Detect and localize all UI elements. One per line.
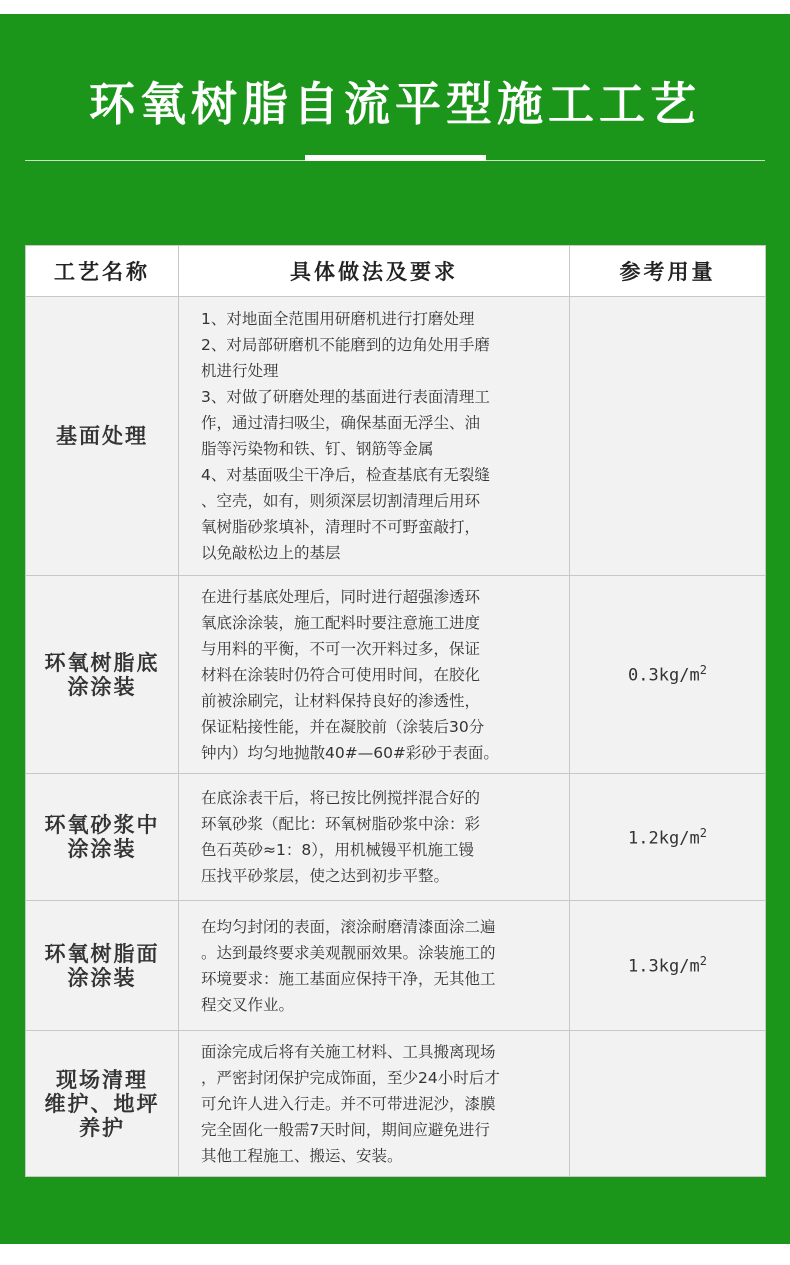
process-name-line: 养护: [79, 1115, 125, 1140]
process-name-line: 基面处理: [56, 424, 148, 448]
description-line: 3、对做了研磨处理的基面进行表面清理工: [201, 388, 490, 406]
process-name-line: 维护、地坪: [44, 1091, 160, 1116]
table-row: [26, 576, 766, 774]
row-process-name: [26, 297, 179, 576]
description-line: 其他工程施工、搬运、安装。: [201, 1146, 403, 1165]
process-name-line: 现场清理: [56, 1067, 148, 1092]
description-line: 在底涂表干后，将已按比例搅拌混合好的: [201, 789, 481, 807]
row-method-description: [179, 1031, 570, 1177]
table-row: [26, 774, 766, 901]
table-row: [26, 1031, 766, 1177]
description-line: 前被涂刷完，让材料保持良好的渗透性，: [201, 691, 481, 710]
description-line: 2、对局部研磨机不能磨到的边角处用手磨: [201, 336, 490, 354]
header-reference-amount: 参考用量: [570, 246, 766, 297]
description-line: 氧树脂砂浆填补，清理时不可野蛮敲打，: [201, 518, 481, 536]
amount-exponent: 2: [699, 663, 707, 678]
row-reference-amount: [570, 576, 766, 774]
description-line: 面涂完成后将有关施工材料、工具搬离现场: [201, 1042, 496, 1061]
description-line: 4、对基面吸尘干净后，检查基底有无裂缝: [201, 466, 490, 484]
description-line: 在进行基底处理后，同时进行超强渗透环: [201, 587, 481, 606]
green-background-panel: [0, 14, 790, 1244]
description-line: 保证粘接性能，并在凝胶前（涂装后30分: [201, 717, 485, 736]
amount-value: 1.3kg/m: [628, 956, 700, 977]
process-name-line: 涂涂装: [67, 674, 137, 699]
process-name-line: 涂涂装: [67, 965, 137, 990]
amount-value: 0.3kg/m: [628, 665, 700, 686]
row-process-name: [26, 901, 179, 1031]
row-reference-amount: [570, 901, 766, 1031]
process-name-line: 环氧树脂底: [44, 650, 160, 675]
description-line: 钟内）均匀地抛散40#—60#彩砂于表面。: [201, 743, 499, 762]
description-line: 色石英砂≈1：8），用机械镘平机施工镘: [201, 841, 474, 859]
table-row: [26, 901, 766, 1031]
description-line: 与用料的平衡，不可一次开料过多，保证: [201, 639, 481, 658]
row-method-description: [179, 576, 570, 774]
description-line: 材料在涂装时仍符合可使用时间，在胶化: [201, 665, 481, 684]
description-line: 机进行处理: [201, 362, 279, 380]
description-line: 、空壳，如有，则须深层切割清理后用环: [201, 492, 481, 510]
row-method-description: [179, 901, 570, 1031]
description-line: 氧底涂涂装，施工配料时要注意施工进度: [201, 613, 481, 632]
row-reference-amount: [570, 1031, 766, 1177]
description-line: 在均匀封闭的表面，滚涂耐磨清漆面涂二遍: [201, 917, 496, 936]
description-line: 以免敲松边上的基层: [201, 544, 341, 562]
row-method-description: [179, 297, 570, 576]
description-line: 程交叉作业。: [201, 995, 295, 1014]
title-accent-bar: [305, 155, 486, 161]
row-reference-amount: [570, 297, 766, 576]
row-process-name: [26, 774, 179, 901]
header-process-name: 工艺名称: [26, 246, 179, 297]
page-title: 环氧树脂自流平型施工工艺: [89, 77, 701, 131]
description-line: ，严密封闭保护完成饰面，至少24小时后才: [201, 1068, 500, 1087]
description-line: 。达到最终要求美观靓丽效果。涂装施工的: [201, 943, 496, 962]
description-line: 可允许人进入行走。并不可带进泥沙，漆膜: [201, 1094, 496, 1113]
description-line: 完全固化一般需7天时间，期间应避免进行: [201, 1120, 490, 1139]
amount-exponent: 2: [699, 825, 707, 840]
table-row: [26, 297, 766, 576]
process-table: [25, 245, 766, 1177]
amount-value: 1.2kg/m: [628, 828, 700, 849]
row-process-name: [26, 576, 179, 774]
row-reference-amount: [570, 774, 766, 901]
process-name-line: 环氧砂浆中: [44, 813, 160, 837]
description-line: 脂等污染物和铁、钉、钢筋等金属: [201, 440, 434, 458]
header-method-requirements: 具体做法及要求: [179, 246, 570, 297]
process-name-line: 环氧树脂面: [44, 941, 160, 966]
amount-exponent: 2: [699, 954, 707, 969]
description-line: 压找平砂浆层，使之达到初步平整。: [201, 867, 450, 885]
description-line: 1、对地面全范围用研磨机进行打磨处理: [201, 310, 475, 328]
description-line: 作，通过清扫吸尘，确保基面无浮尘、油: [201, 414, 481, 432]
row-process-name: [26, 1031, 179, 1177]
description-line: 环境要求：施工基面应保持干净，无其他工: [201, 969, 496, 988]
process-name-line: 涂涂装: [67, 837, 137, 861]
description-line: 环氧砂浆（配比：环氧树脂砂浆中涂：彩: [201, 815, 481, 833]
table-header-row: [26, 246, 766, 297]
row-method-description: [179, 774, 570, 901]
